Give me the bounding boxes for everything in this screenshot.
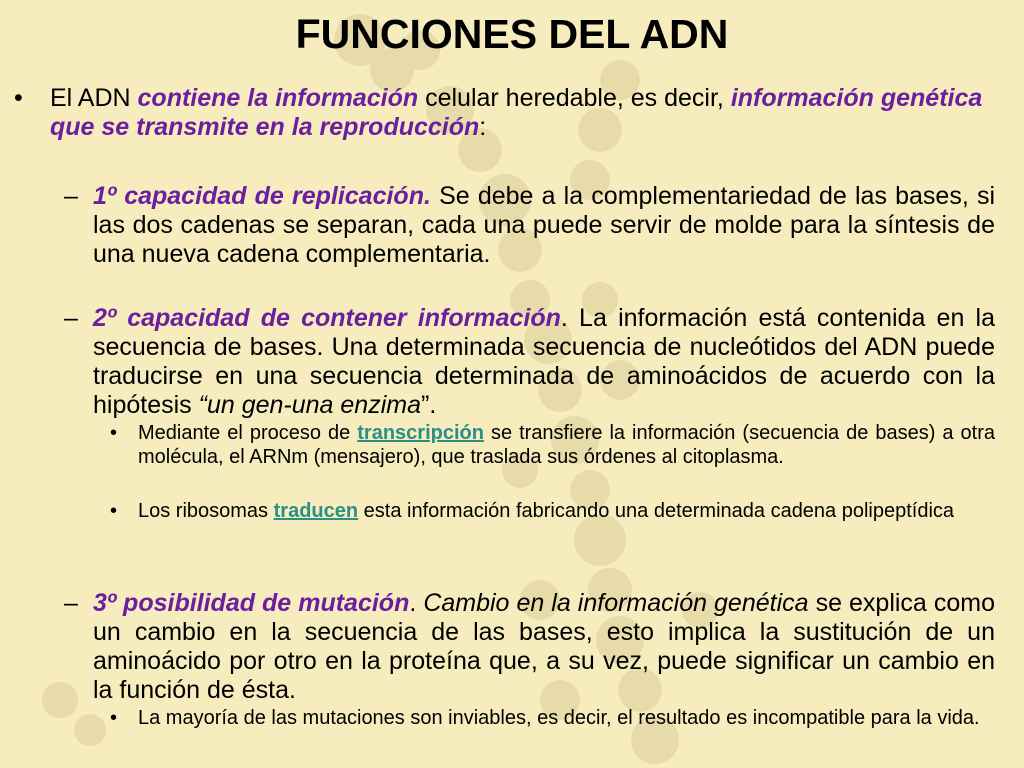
slide-title: FUNCIONES DEL ADN xyxy=(295,11,729,57)
link-transcripcion[interactable]: transcripción xyxy=(357,422,484,444)
highlight-contiene: contiene la información xyxy=(137,84,419,112)
italic-cambio-informacion: Cambio en la información genética xyxy=(423,589,809,617)
text-run: celular heredable, es decir, xyxy=(418,84,731,112)
bullet-marker: • xyxy=(110,422,118,444)
text-run: . xyxy=(409,589,424,617)
dash-marker: – xyxy=(64,589,78,617)
text-run: El ADN xyxy=(50,84,138,112)
dash-marker: – xyxy=(64,182,78,210)
sub-sub-item-translation xyxy=(110,499,995,523)
sub-sub-item-text xyxy=(138,499,995,523)
bullet-marker: • xyxy=(14,84,23,112)
sub-item-mutation xyxy=(64,589,995,705)
sub-item-text xyxy=(93,304,995,420)
sub-sub-item-text xyxy=(138,421,995,469)
highlight-mutacion: 3º posibilidad de mutación xyxy=(93,589,410,617)
highlight-informacion-genetica: información genética que se transmite en la reproducción xyxy=(50,84,983,141)
sub-item-text xyxy=(93,182,995,269)
bullet-marker: • xyxy=(110,707,118,729)
dash-marker: – xyxy=(64,304,78,332)
sub-item-text xyxy=(93,589,995,705)
sub-item-information xyxy=(64,304,995,420)
sub-item-replication xyxy=(64,182,995,269)
highlight-contener-informacion: 2º capacidad de contener información xyxy=(93,304,561,332)
link-traducen[interactable]: traducen xyxy=(273,500,359,522)
text-run: Los ribosomas xyxy=(138,500,274,522)
text-run: ”. xyxy=(421,391,437,419)
sub-sub-item-transcription xyxy=(110,421,995,469)
quote-gen-enzima: “un gen-una enzima xyxy=(198,391,421,419)
text-run: Mediante el proceso de xyxy=(138,422,358,444)
text-run: se explica como un cambio en la secuencia de las bases, esto implica la sustitución de un aminoácido por otro en la proteína que, a su vez, puede significar un cambio en la función de ésta. xyxy=(93,589,995,704)
text-run: : xyxy=(479,113,487,141)
text-run: se transfiere la información (secuencia de bases) a otra molécula, el ARNm (mensajero), que traslada sus órdenes al citoplasma. xyxy=(138,422,996,468)
text-run: esta información fabricando una determinada cadena polipeptídica xyxy=(358,500,955,522)
bullet-text xyxy=(50,84,997,142)
sub-sub-item-text: La mayoría de las mutaciones son inviables, es decir, el resultado es incompatible para la vida. xyxy=(138,707,980,729)
text-run: . La información está contenida en la secuencia de bases. Una determinada secuencia de nucleótidos del ADN puede traducirse en una secuencia determinada de aminoácidos de acuerdo con la hipótesis xyxy=(93,304,996,419)
highlight-replicacion: 1º capacidad de replicación. xyxy=(93,182,431,210)
bullet-dna-information xyxy=(14,84,997,142)
sub-sub-item-mutations-inviable xyxy=(110,706,995,730)
bullet-marker: • xyxy=(110,500,118,522)
text-run: Se debe a la complementariedad de las bases, si las dos cadenas se separan, cada una puede servir de molde para la síntesis de una nueva cadena complementaria. xyxy=(93,182,995,268)
